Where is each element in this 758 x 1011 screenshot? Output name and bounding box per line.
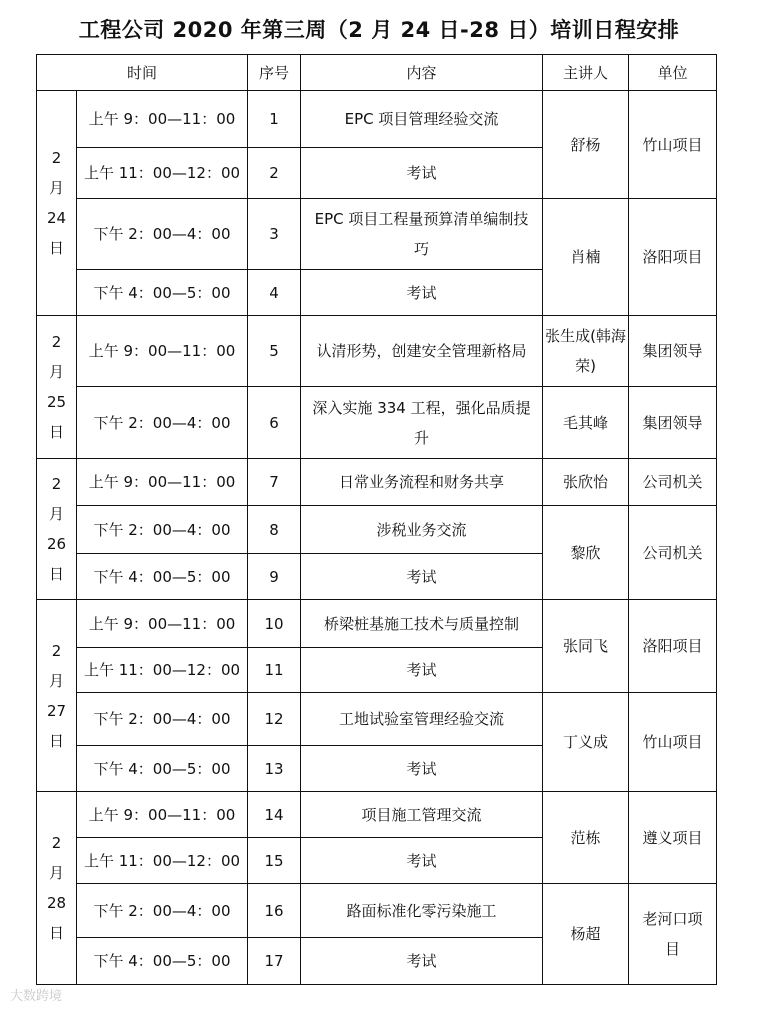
speaker-cell: 张欣怡 — [543, 459, 629, 506]
date-cell: 2 月 26 日 — [37, 459, 77, 600]
content-cell: 项目施工管理交流 — [301, 792, 543, 838]
content-cell: 考试 — [301, 270, 543, 316]
speaker-cell: 杨超 — [543, 884, 629, 985]
time-cell: 上午 9：00—11：00 — [77, 459, 248, 506]
time-cell: 上午 9：00—11：00 — [77, 316, 248, 387]
content-cell: 考试 — [301, 148, 543, 199]
content-cell: EPC 项目工程量预算清单编制技巧 — [301, 199, 543, 270]
no-cell: 12 — [248, 693, 301, 746]
content-cell: 日常业务流程和财务共享 — [301, 459, 543, 506]
time-cell: 下午 2：00—4：00 — [77, 884, 248, 938]
unit-cell: 集团领导 — [629, 387, 717, 459]
time-cell: 下午 4：00—5：00 — [77, 270, 248, 316]
unit-cell: 集团领导 — [629, 316, 717, 387]
table-row — [37, 91, 717, 148]
date-cell: 2 月 27 日 — [37, 600, 77, 792]
speaker-cell: 黎欣 — [543, 506, 629, 600]
no-cell: 4 — [248, 270, 301, 316]
no-cell: 8 — [248, 506, 301, 554]
content-cell: 认清形势，创建安全管理新格局 — [301, 316, 543, 387]
no-cell: 16 — [248, 884, 301, 938]
content-cell: 涉税业务交流 — [301, 506, 543, 554]
content-cell: 深入实施 334 工程，强化品质提升 — [301, 387, 543, 459]
header-row — [37, 55, 717, 91]
speaker-cell: 毛其峰 — [543, 387, 629, 459]
table-row — [37, 199, 717, 270]
no-cell: 14 — [248, 792, 301, 838]
date-cell: 2 月 24 日 — [37, 91, 77, 316]
time-cell: 上午 9：00—11：00 — [77, 91, 248, 148]
no-cell: 5 — [248, 316, 301, 387]
time-cell: 上午 11：00—12：00 — [77, 648, 248, 693]
content-cell: 考试 — [301, 746, 543, 792]
speaker-cell: 舒杨 — [543, 91, 629, 199]
watermark: 大数跨境 — [10, 989, 63, 1004]
table-row — [37, 316, 717, 387]
content-cell: 路面标准化零污染施工 — [301, 884, 543, 938]
speaker-cell: 丁义成 — [543, 693, 629, 792]
time-cell: 下午 2：00—4：00 — [77, 199, 248, 270]
content-cell: EPC 项目管理经验交流 — [301, 91, 543, 148]
header-no: 序号 — [248, 55, 301, 91]
no-cell: 2 — [248, 148, 301, 199]
unit-cell: 竹山项目 — [629, 693, 717, 792]
no-cell: 13 — [248, 746, 301, 792]
time-cell: 下午 4：00—5：00 — [77, 746, 248, 792]
content-cell: 考试 — [301, 554, 543, 600]
unit-cell: 竹山项目 — [629, 91, 717, 199]
table-row — [37, 387, 717, 459]
time-cell: 下午 2：00—4：00 — [77, 387, 248, 459]
speaker-cell: 张生成(韩海荣) — [543, 316, 629, 387]
no-cell: 15 — [248, 838, 301, 884]
table-row — [37, 600, 717, 648]
time-cell: 上午 9：00—11：00 — [77, 600, 248, 648]
no-cell: 10 — [248, 600, 301, 648]
unit-cell: 洛阳项目 — [629, 600, 717, 693]
no-cell: 3 — [248, 199, 301, 270]
unit-cell: 老河口项目 — [629, 884, 717, 985]
content-cell: 考试 — [301, 838, 543, 884]
unit-cell: 洛阳项目 — [629, 199, 717, 316]
header-content: 内容 — [301, 55, 543, 91]
time-cell: 上午 11：00—12：00 — [77, 148, 248, 199]
no-cell: 11 — [248, 648, 301, 693]
page-title: 工程公司 2020 年第三周（2 月 24 日-28 日）培训日程安排 — [78, 18, 680, 42]
content-cell: 桥梁桩基施工技术与质量控制 — [301, 600, 543, 648]
header-speaker: 主讲人 — [543, 55, 629, 91]
time-cell: 下午 4：00—5：00 — [77, 938, 248, 985]
no-cell: 7 — [248, 459, 301, 506]
unit-cell: 公司机关 — [629, 506, 717, 600]
time-cell: 上午 9：00—11：00 — [77, 792, 248, 838]
content-cell: 考试 — [301, 648, 543, 693]
no-cell: 9 — [248, 554, 301, 600]
table-row — [37, 884, 717, 938]
speaker-cell: 肖楠 — [543, 199, 629, 316]
unit-cell: 公司机关 — [629, 459, 717, 506]
no-cell: 1 — [248, 91, 301, 148]
time-cell: 下午 2：00—4：00 — [77, 693, 248, 746]
time-cell: 下午 4：00—5：00 — [77, 554, 248, 600]
table-row — [37, 693, 717, 746]
no-cell: 17 — [248, 938, 301, 985]
content-cell: 考试 — [301, 938, 543, 985]
table-row — [37, 459, 717, 506]
unit-cell: 遵义项目 — [629, 792, 717, 884]
content-cell: 工地试验室管理经验交流 — [301, 693, 543, 746]
table-row — [37, 506, 717, 554]
date-cell: 2 月 28 日 — [37, 792, 77, 985]
header-unit: 单位 — [629, 55, 717, 91]
no-cell: 6 — [248, 387, 301, 459]
speaker-cell: 张同飞 — [543, 600, 629, 693]
speaker-cell: 范栋 — [543, 792, 629, 884]
schedule-table — [36, 54, 717, 985]
table-row — [37, 792, 717, 838]
header-time: 时间 — [37, 55, 248, 91]
time-cell: 下午 2：00—4：00 — [77, 506, 248, 554]
time-cell: 上午 11：00—12：00 — [77, 838, 248, 884]
date-cell: 2 月 25 日 — [37, 316, 77, 459]
